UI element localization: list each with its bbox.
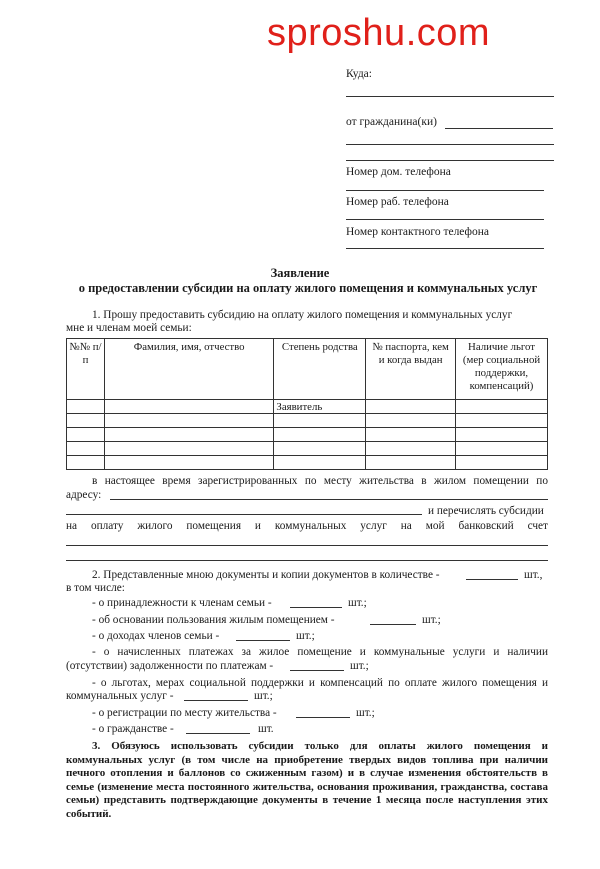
from-line-2 [346,144,554,145]
doc-title: Заявление [270,266,330,280]
work-phone-line [346,219,544,220]
sht-label: шт.; [348,597,367,609]
item-line [290,607,342,608]
table-row [67,442,548,456]
transfer-text: и перечислять субсидии [428,505,544,517]
item-line [290,670,344,671]
p2-incl: в том числе: [66,582,125,594]
item-line [186,733,250,734]
p1-line2: мне и членам моей семьи: [66,322,192,334]
doc-item-citizenship: - о гражданстве - [92,723,174,735]
address-line-2 [66,514,422,515]
doc-item-family: - о принадлежности к членам семьи - [92,597,272,609]
item-line [236,640,290,641]
item-line [184,700,248,701]
account-line-2 [66,560,548,561]
account-line-1 [66,545,548,546]
doc-item-benefits: - о льготах, мерах социальной поддержки и компенсаций по оплате жилого помещения и [92,677,548,689]
doc-item-payments: - о начисленных платежах за жилое помещение и коммунальные услуги и наличии [92,646,548,658]
sht-label: шт.; [254,690,273,702]
to-line [346,96,554,97]
contact-phone-label: Номер контактного телефона [346,226,490,238]
from-label: от гражданина(ки) [346,116,437,128]
doc-subtitle: о предоставлении субсидии на оплату жилого помещения и коммунальных услуг [78,281,538,295]
watermark: sproshu.com [267,12,491,54]
p2-unit: шт., [524,569,543,581]
col-passport: № паспорта, кем и когда выдан [366,339,456,400]
col-number: №№ п/п [67,339,105,400]
doc-item-benefits-2: коммунальных услуг - [66,690,174,702]
contact-phone-line [346,248,544,249]
applicant-cell: Заявитель [274,400,366,414]
work-phone-label: Номер раб. телефона [346,196,449,208]
family-table [66,338,548,470]
home-phone-line [346,190,544,191]
from-line [445,128,553,129]
doc-item-registration: - о регистрации по месту жительства - [92,707,277,719]
item-line [296,717,350,718]
doc-item-usage: - об основании пользования жилым помещением - [92,614,335,626]
item-line [370,624,416,625]
p3-obligation: 3. Обязуюсь использовать субсидии только для оплаты жилого помещения и коммунальных услуг (в том числе на приобретение твердых видов топлива при наличии печного отопления и баллонов со сжиженным газом) и в случае изменения обстоятельств в семье (изменение места постоянного жительства, основания проживания, гражданства, состава семьи) представить подтверждающие документы в течение 1 месяца после наступления этих событий. [66,740,548,820]
sht-label: шт. [258,723,274,735]
registration-line: в настоящее время зарегистрированных по месту жительства в жилом помещении по [92,475,548,487]
table-row [67,414,548,428]
home-phone-label: Номер дом. телефона [346,166,451,178]
doc-item-income: - о доходах членов семьи - [92,630,220,642]
doc-item-payments-2: (отсутствии) задолженности по платежам - [66,660,274,672]
sht-label: шт.; [296,630,315,642]
p2-total-line [466,579,518,580]
sht-label: шт.; [422,614,441,626]
to-label: Куда: [346,68,372,80]
sht-label: шт.; [350,660,369,672]
table-row [67,456,548,470]
col-name: Фамилия, имя, отчество [104,339,274,400]
table-row [67,428,548,442]
from-line-3 [346,160,554,161]
table-row [67,400,548,414]
p2-line1: 2. Представленные мною документы и копии документов в количестве - [92,569,440,581]
col-benefits: Наличие льгот (мер социальной поддержки, компенсаций) [456,339,548,400]
p1-line1: 1. Прошу предоставить субсидию на оплату жилого помещения и коммунальных услуг [92,309,513,321]
address-line [110,499,548,500]
bank-account-line: на оплату жилого помещения и коммунальных услуг на мой банковский счет [66,520,548,532]
address-label: адресу: [66,489,102,501]
sht-label: шт.; [356,707,375,719]
col-relation: Степень родства [274,339,366,400]
